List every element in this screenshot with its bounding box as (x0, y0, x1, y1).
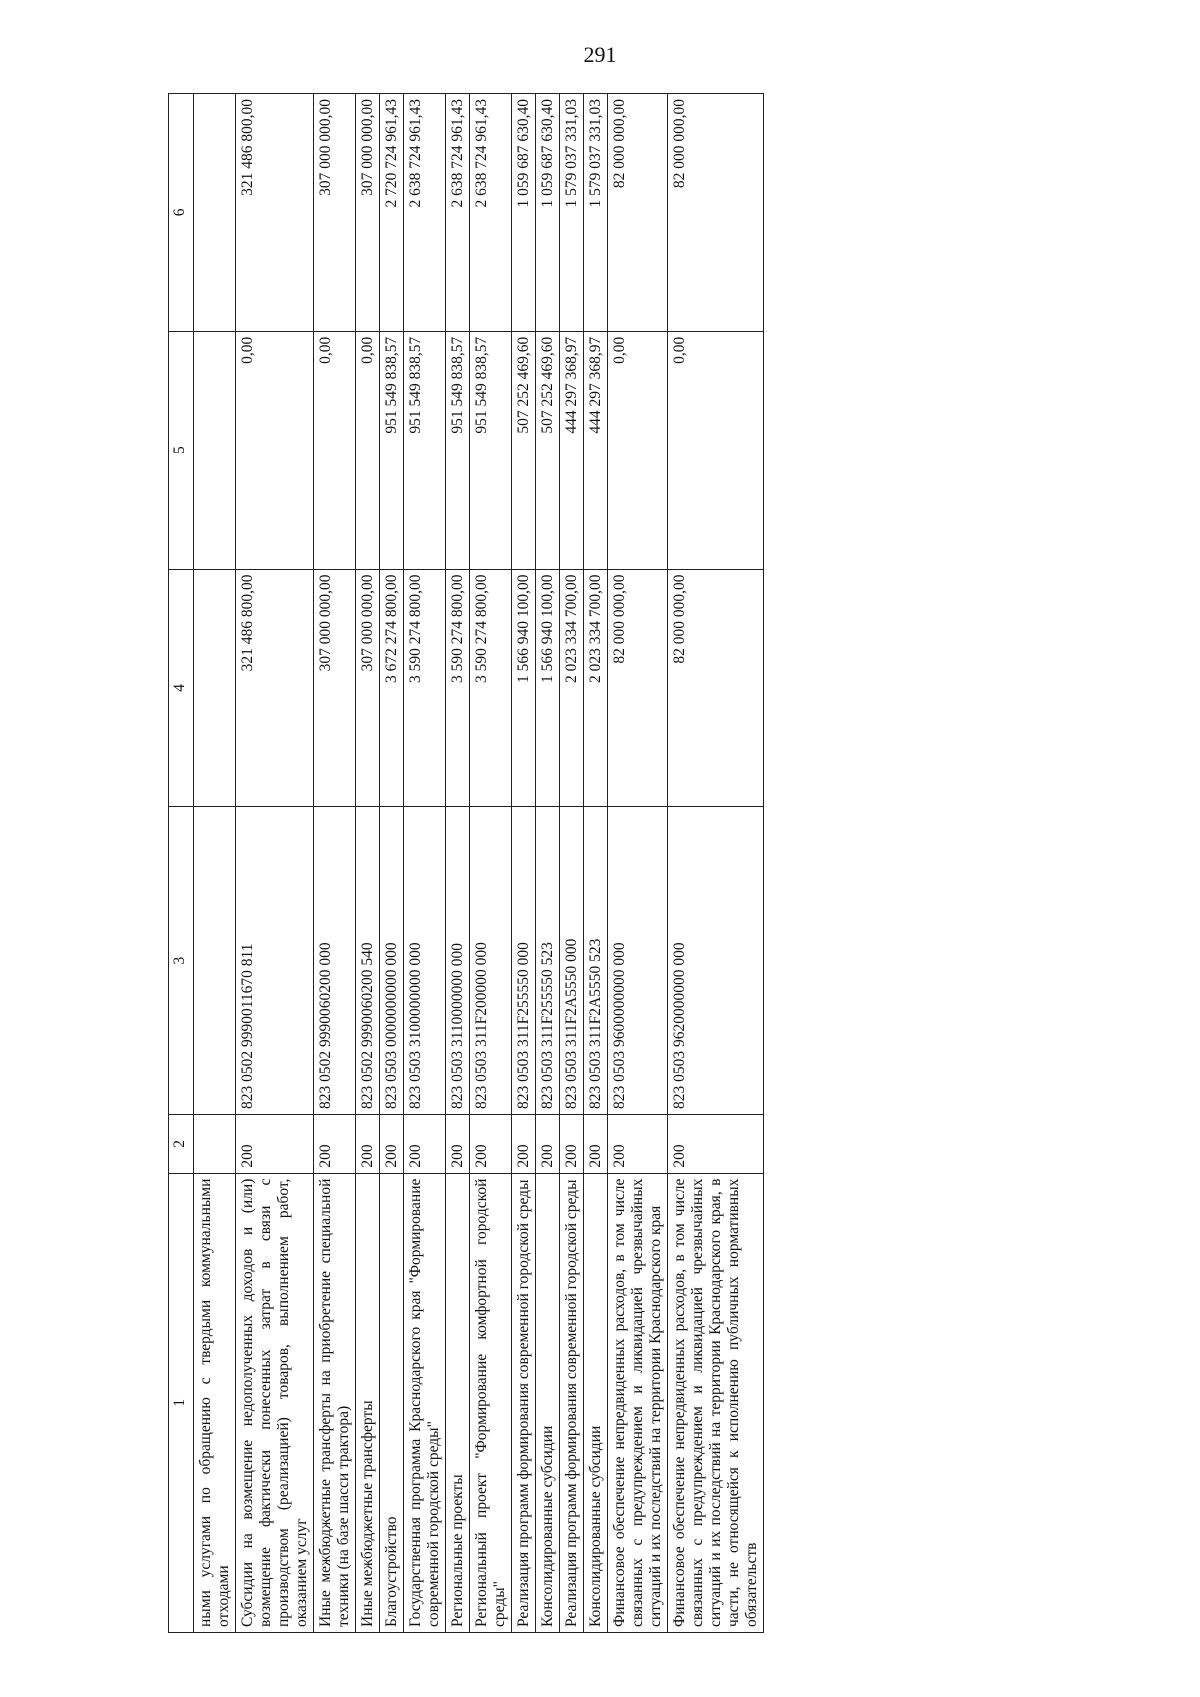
budget-table (168, 93, 764, 1633)
row-value-col5: 507 252 469,60 (536, 331, 560, 569)
row-value-col5: 0,00 (608, 331, 668, 569)
row-description: Государственная программа Краснодарского края "Формирование современной городской среды" (404, 1173, 446, 1632)
row-value-col6: 321 486 800,00 (236, 94, 314, 332)
row-code: 200 (584, 1115, 608, 1174)
table-body (194, 94, 764, 1633)
row-description: Иные межбюджетные трансферты (356, 1173, 380, 1632)
row-code: 200 (512, 1115, 536, 1174)
row-value-col5: 507 252 469,60 (512, 331, 536, 569)
row-budget-code: 823 0503 311F255550 523 (536, 807, 560, 1115)
row-budget-code: 823 0503 9600000000 000 (608, 807, 668, 1115)
row-value-col4: 307 000 000,00 (314, 569, 356, 807)
table-row (404, 94, 446, 1633)
column-header: 4 (169, 569, 194, 807)
row-budget-code: 823 0502 9990060200 000 (314, 807, 356, 1115)
row-value-col6: 2 638 724 961,43 (404, 94, 446, 332)
row-value-col6: 1 059 687 630,40 (512, 94, 536, 332)
row-budget-code: 823 0503 311F255550 000 (512, 807, 536, 1115)
row-description: Реализация программ формирования современной городской среды (560, 1173, 584, 1632)
row-value-col5: 951 549 838,57 (380, 331, 404, 569)
row-code: 200 (560, 1115, 584, 1174)
row-value-col6: 307 000 000,00 (314, 94, 356, 332)
row-value-col5: 0,00 (314, 331, 356, 569)
row-value-col5: 951 549 838,57 (470, 331, 512, 569)
row-value-col4: 2 023 334 700,00 (560, 569, 584, 807)
row-code: 200 (446, 1115, 470, 1174)
row-code: 200 (356, 1115, 380, 1174)
row-value-col6: 1 579 037 331,03 (560, 94, 584, 332)
row-value-col4: 82 000 000,00 (668, 569, 764, 807)
row-value-col6: 82 000 000,00 (608, 94, 668, 332)
row-value-col4: 1 566 940 100,00 (512, 569, 536, 807)
row-value-col5: 951 549 838,57 (446, 331, 470, 569)
row-code (194, 1115, 236, 1174)
row-code: 200 (536, 1115, 560, 1174)
row-value-col6 (194, 94, 236, 332)
row-description: Реализация программ формирования современной городской среды (512, 1173, 536, 1632)
rotated-table-container (168, 93, 1128, 1633)
row-budget-code: 823 0503 311F2A5550 000 (560, 807, 584, 1115)
row-value-col4: 321 486 800,00 (236, 569, 314, 807)
row-description: Субсидии на возмещение недополученных доходов и (или) возмещение фактически понесенных затрат в связи с производством (реализацией) товаров, выполнением работ, оказанием услуг (236, 1173, 314, 1632)
row-code: 200 (608, 1115, 668, 1174)
row-description: Финансовое обеспечение непредвиденных расходов, в том числе связанных с предупреждением и ликвидацией чрезвычайных ситуаций и их последствий на территории Краснодарского края (608, 1173, 668, 1632)
table-row (236, 94, 314, 1633)
row-value-col6: 2 638 724 961,43 (470, 94, 512, 332)
row-value-col5: 444 297 368,97 (584, 331, 608, 569)
row-value-col5: 0,00 (668, 331, 764, 569)
row-budget-code (194, 807, 236, 1115)
table-row (584, 94, 608, 1633)
row-value-col4 (194, 569, 236, 807)
table-row (560, 94, 584, 1633)
row-budget-code: 823 0503 311F2A5550 523 (584, 807, 608, 1115)
column-header: 6 (169, 94, 194, 332)
row-value-col5 (194, 331, 236, 569)
row-value-col6: 1 579 037 331,03 (584, 94, 608, 332)
row-value-col6: 1 059 687 630,40 (536, 94, 560, 332)
table-row (314, 94, 356, 1633)
table-row (512, 94, 536, 1633)
column-header: 1 (169, 1173, 194, 1632)
row-code: 200 (380, 1115, 404, 1174)
row-value-col4: 3 590 274 800,00 (404, 569, 446, 807)
row-budget-code: 823 0503 311F200000 000 (470, 807, 512, 1115)
table-row (470, 94, 512, 1633)
table-row (668, 94, 764, 1633)
table-row (356, 94, 380, 1633)
row-value-col6: 2 720 724 961,43 (380, 94, 404, 332)
column-header: 3 (169, 807, 194, 1115)
column-header: 2 (169, 1115, 194, 1174)
column-header: 5 (169, 331, 194, 569)
row-description: Консолидированные субсидии (584, 1173, 608, 1632)
row-code: 200 (314, 1115, 356, 1174)
row-value-col4: 307 000 000,00 (356, 569, 380, 807)
row-value-col4: 3 590 274 800,00 (470, 569, 512, 807)
row-code: 200 (470, 1115, 512, 1174)
row-value-col6: 307 000 000,00 (356, 94, 380, 332)
row-budget-code: 823 0503 3110000000 000 (446, 807, 470, 1115)
row-value-col4: 3 672 274 800,00 (380, 569, 404, 807)
row-value-col5: 951 549 838,57 (404, 331, 446, 569)
row-value-col4: 82 000 000,00 (608, 569, 668, 807)
page-number: 291 (583, 42, 617, 67)
table-row (380, 94, 404, 1633)
row-description: ными услугами по обращению с твердыми коммунальными отходами (194, 1173, 236, 1632)
row-value-col5: 0,00 (356, 331, 380, 569)
header-row (169, 94, 194, 1633)
row-budget-code: 823 0503 9620000000 000 (668, 807, 764, 1115)
row-value-col4: 2 023 334 700,00 (584, 569, 608, 807)
row-budget-code: 823 0503 0000000000 000 (380, 807, 404, 1115)
row-value-col5: 444 297 368,97 (560, 331, 584, 569)
row-description: Иные межбюджетные трансферты на приобретение специальной техники (на базе шасси трактора) (314, 1173, 356, 1632)
row-value-col4: 1 566 940 100,00 (536, 569, 560, 807)
row-description: Благоустройство (380, 1173, 404, 1632)
row-value-col6: 2 638 724 961,43 (446, 94, 470, 332)
row-code: 200 (236, 1115, 314, 1174)
row-code: 200 (404, 1115, 446, 1174)
table-row (536, 94, 560, 1633)
table-row (194, 94, 236, 1633)
row-description: Региональный проект "Формирование комфортной городской среды" (470, 1173, 512, 1632)
row-budget-code: 823 0503 3100000000 000 (404, 807, 446, 1115)
row-code: 200 (668, 1115, 764, 1174)
row-value-col6: 82 000 000,00 (668, 94, 764, 332)
row-description: Финансовое обеспечение непредвиденных расходов, в том числе связанных с предупреждением и ликвидацией чрезвычайных ситуаций и их последствий на территории Краснодарского края, в части, не относящейся к исполнению публичных нормативных обязательств (668, 1173, 764, 1632)
row-description: Консолидированные субсидии (536, 1173, 560, 1632)
row-value-col5: 0,00 (236, 331, 314, 569)
table-row (608, 94, 668, 1633)
row-description: Региональные проекты (446, 1173, 470, 1632)
row-budget-code: 823 0502 9990060200 540 (356, 807, 380, 1115)
table-row (446, 94, 470, 1633)
row-value-col4: 3 590 274 800,00 (446, 569, 470, 807)
row-budget-code: 823 0502 9990011670 811 (236, 807, 314, 1115)
